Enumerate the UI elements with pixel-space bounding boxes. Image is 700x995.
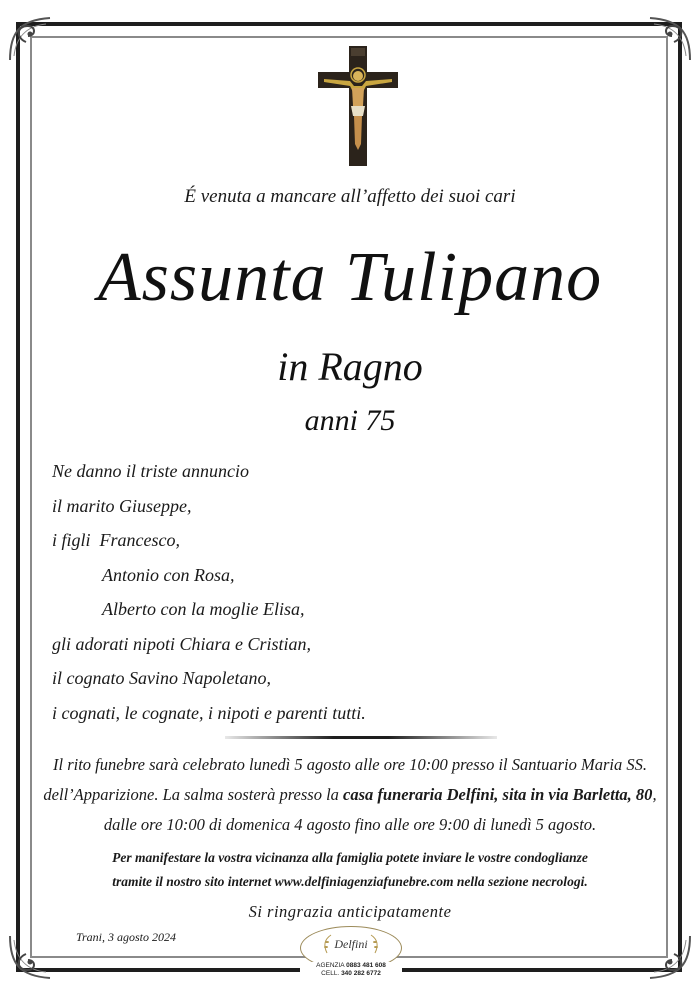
thanks-text: Si ringrazia anticipatamente: [248, 902, 452, 921]
agency-cell: [300, 970, 402, 978]
condolences-line: tramite il nostro sito internet www.delfiniagenziafunebre.com nella sezione necrologi.: [112, 874, 588, 889]
laurel-icon: [319, 933, 383, 955]
announcement-line: i figli Francesco,: [52, 530, 180, 550]
announcement-line: Alberto con la moglie Elisa,: [102, 599, 305, 619]
agency-logo-name: Delfini: [334, 937, 368, 951]
crucifix-icon: [316, 44, 400, 168]
announcement-list: [52, 454, 612, 730]
funeral-rite-info: [36, 750, 664, 840]
rite-text: dell’Apparizione. La salma sosterà presso la: [43, 785, 344, 804]
rite-line: [36, 780, 664, 810]
cell-label: CELL.: [321, 970, 340, 977]
announcement-line: il marito Giuseppe,: [52, 495, 192, 516]
announcement-line: i cognati, le cognate, i nipoti e parenti tutti.: [52, 702, 366, 723]
agency-phone: [300, 962, 402, 970]
place-date: Trani, 3 agosto 2024: [76, 930, 177, 944]
divider-rule: [225, 736, 497, 739]
phone-label: AGENZIA: [316, 962, 345, 969]
corner-ornament-icon: [6, 932, 58, 984]
rite-text: ,: [652, 785, 657, 804]
agency-contacts: [300, 962, 402, 978]
corner-ornament-icon: [6, 12, 58, 64]
announcement-line: Antonio con Rosa,: [102, 564, 235, 585]
corner-ornament-icon: [642, 932, 694, 984]
age-text: anni 75: [304, 404, 396, 437]
corner-ornament-icon: [642, 12, 694, 64]
cell-number: 340 282 6772: [341, 970, 381, 977]
announcement-line: gli adorati nipoti Chiara e Cristian,: [52, 633, 312, 654]
rite-line: dalle ore 10:00 di domenica 4 agosto fino alle ore 9:00 di lunedì 5 agosto.: [103, 815, 597, 834]
married-name: in Ragno: [277, 344, 423, 389]
phone-number: 0883 481 608: [346, 962, 386, 969]
condolences-line: Per manifestare la vostra vicinanza alla famiglia potete inviare le vostre condoglianze: [112, 850, 588, 865]
intro-text: É venuta a mancare all’affetto dei suoi cari: [184, 186, 516, 207]
announcement-line: il cognato Savino Napoletano,: [52, 668, 271, 688]
condolences-note: [36, 846, 664, 894]
deceased-name: Assunta Tulipano: [97, 239, 603, 316]
announcement-line: Ne danno il triste annuncio: [52, 461, 249, 481]
rite-line: Il rito funebre sarà celebrato lunedì 5 agosto alle ore 10:00 presso il Santuario Maria SS.: [53, 755, 647, 774]
funeral-home-address: casa funeraria Delfini, sita in via Barletta, 80: [343, 785, 653, 804]
